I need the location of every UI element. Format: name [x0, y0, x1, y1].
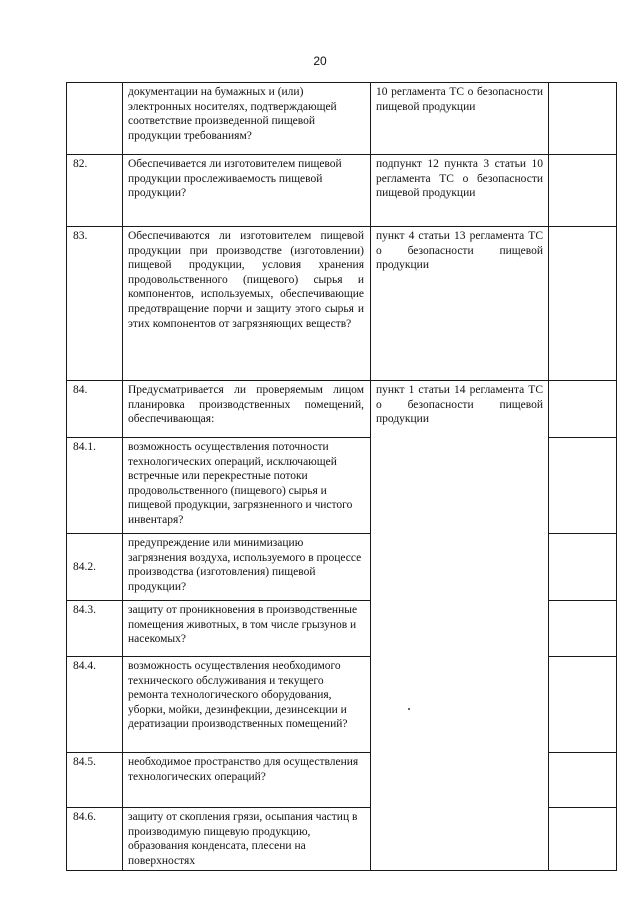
question-text: защиту от скопления грязи, осыпания частиц в производимую пищевую продукцию, образования конденсата, плесени на поверхностях [123, 808, 371, 871]
question-text: Предусматривается ли проверяемым лицом планировка производственных помещений, обеспечивающая: [123, 381, 371, 438]
answer-cell [549, 438, 617, 534]
row-number: 84.1. [67, 438, 123, 534]
scan-speck [408, 708, 410, 710]
row-number: 84. [67, 381, 123, 438]
answer-cell [549, 601, 617, 657]
page-number: 20 [313, 54, 327, 68]
table-row [67, 227, 617, 381]
question-text: документации на бумажных и (или) электронных носителях, подтверждающей соответствие произведенной пищевой продукции требованиям? [123, 83, 371, 155]
row-number: 84.4. [67, 657, 123, 753]
table-row [67, 83, 617, 155]
table-row [67, 381, 617, 438]
row-number: 82. [67, 155, 123, 227]
row-number [67, 83, 123, 155]
row-number: 83. [67, 227, 123, 381]
question-text: Обеспечивается ли изготовителем пищевой продукции прослеживаемость пищевой продукции? [123, 155, 371, 227]
requirements-table [66, 82, 617, 871]
question-text: предупреждение или минимизацию загрязнения воздуха, используемого в процессе производства (изготовления) пищевой продукции? [123, 534, 371, 601]
question-text: Обеспечиваются ли изготовителем пищевой продукции при производстве (изготовлении) пищевой продукции, условия хранения продовольственного (пищевого) сырья и компонентов, используемых, обеспечивающие предотвращение порчи и защиту этого сырья и этих компонентов от загрязняющих веществ? [123, 227, 371, 381]
question-text: защиту от проникновения в производственные помещения животных, в том числе грызунов и насекомых? [123, 601, 371, 657]
question-text: необходимое пространство для осуществления технологических операций? [123, 753, 371, 808]
answer-cell [549, 155, 617, 227]
reference-text: 10 регламента ТС о безопасности пищевой продукции [371, 83, 549, 155]
answer-cell [549, 753, 617, 808]
answer-cell [549, 808, 617, 871]
answer-cell [549, 534, 617, 601]
reference-text: пункт 4 статьи 13 регламента ТС о безопасности пищевой продукции [371, 227, 549, 381]
row-number: 84.5. [67, 753, 123, 808]
table-row [67, 155, 617, 227]
row-number: 84.6. [67, 808, 123, 871]
question-text: возможность осуществления необходимого технического обслуживания и текущего ремонта технологического оборудования, уборки, мойки, дезинфекции, дезинсекции и дератизации производственных помещений? [123, 657, 371, 753]
reference-text: подпункт 12 пункта 3 статьи 10 регламента ТС о безопасности пищевой продукции [371, 155, 549, 227]
reference-text: пункт 1 статьи 14 регламента ТС о безопасности пищевой продукции [371, 381, 549, 871]
row-number: 84.2. [67, 534, 123, 601]
question-text: возможность осуществления поточности технологических операций, исключающей встречные или перекрестные потоки продовольственного (пищевого) сырья и пищевой продукции, загрязненного и чистого инвентаря? [123, 438, 371, 534]
answer-cell [549, 381, 617, 438]
answer-cell [549, 657, 617, 753]
row-number: 84.3. [67, 601, 123, 657]
answer-cell [549, 227, 617, 381]
answer-cell [549, 83, 617, 155]
